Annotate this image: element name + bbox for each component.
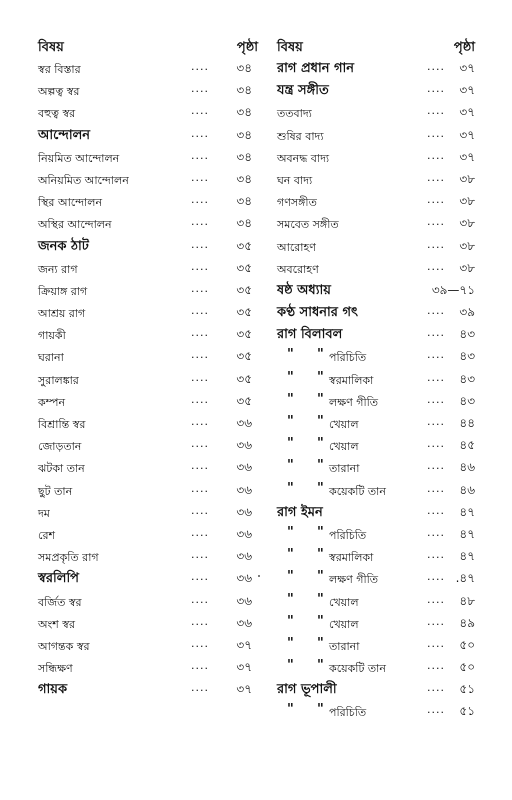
toc-entry-title: কয়েকটি তান — [329, 484, 386, 498]
toc-entry-title: স্বরমালিকা — [329, 373, 374, 387]
leader-dots: .... — [427, 259, 445, 273]
ditto-mark-left: " — [287, 635, 294, 651]
page-number: ৪৩ — [459, 393, 475, 408]
leader-dots: .... — [191, 281, 209, 295]
page-number: ৩৫ — [236, 305, 252, 320]
toc-entry-title: ততবাদ্য — [277, 107, 312, 121]
toc-entry — [277, 591, 477, 613]
toc-entry — [38, 324, 260, 346]
toc-column-right — [277, 38, 477, 724]
toc-entry — [277, 324, 477, 346]
toc-entry — [277, 701, 477, 723]
page-number: ৩৯ — [459, 305, 475, 320]
page-number: ৩৫ — [236, 260, 252, 275]
leader-dots: .... — [427, 126, 445, 140]
leader-dots: .... — [191, 614, 209, 628]
ditto-mark-right: " — [317, 480, 324, 496]
page-number: .৪৭ — [455, 571, 475, 586]
ditto-mark-right: " — [317, 635, 324, 651]
toc-entry — [277, 102, 477, 124]
leader-dots: .... — [427, 592, 445, 606]
page-number: ৩৪ — [236, 105, 252, 120]
toc-entry — [277, 280, 477, 302]
toc-entry-title: স্বর বিস্তার — [38, 63, 81, 76]
ditto-mark-right: " — [317, 591, 324, 607]
page-number: ৫১ — [459, 682, 475, 697]
toc-entry-title: অবরোহণ — [277, 262, 319, 276]
toc-entry-title: সুরালঙ্কার — [38, 373, 79, 387]
page-number: ৩৭ — [236, 660, 252, 675]
leader-dots: .... — [191, 636, 209, 650]
toc-entry-title: ষষ্ঠ অধ্যায় — [277, 282, 331, 298]
toc-entry — [277, 435, 477, 457]
toc-entry-title: রাগ ইমন — [277, 504, 323, 520]
leader-dots: .... — [427, 548, 445, 562]
leader-dots: .... — [191, 570, 209, 584]
leader-dots: .... — [427, 237, 445, 251]
leader-dots: .... — [191, 592, 209, 606]
leader-dots: .... — [191, 215, 209, 229]
ditto-mark-right: " — [317, 547, 324, 563]
leader-dots: .... — [427, 82, 445, 96]
page-number: ৩৬ — [236, 438, 252, 453]
page-number: ৫০ — [459, 660, 475, 675]
page-number: ৩৮ — [459, 194, 475, 209]
page-number: ৩৫ — [236, 393, 252, 408]
leader-dots: .... — [427, 415, 445, 428]
toc-entry-title: লক্ষণ গীতি — [329, 395, 379, 409]
page-number: ৩৪ — [236, 216, 252, 231]
leader-dots: .... — [191, 259, 209, 273]
leader-dots: .... — [191, 525, 209, 539]
leader-dots: .... — [191, 548, 209, 562]
toc-entry-title: ঝটকা তান — [38, 462, 85, 476]
leader-dots: .... — [427, 193, 445, 207]
leader-dots: .... — [427, 503, 445, 517]
toc-entry — [38, 369, 260, 391]
page-number: ৩৫ — [236, 282, 252, 297]
page-number: ৪৬ — [459, 482, 475, 497]
page-number: ৩৬ — [236, 416, 252, 430]
ditto-mark-left: " — [287, 613, 294, 629]
page-number: ৩৮ — [459, 171, 475, 186]
toc-entry — [277, 502, 477, 524]
page-heading: পৃষ্ঠা — [236, 40, 258, 55]
toc-entry-title: ঘরানা — [38, 351, 64, 365]
toc-entry-title: শুষির বাদ্য — [277, 129, 324, 143]
leader-dots: .... — [427, 170, 445, 184]
leader-dots: .... — [191, 415, 209, 428]
toc-entry — [277, 413, 477, 435]
toc-entry-title: জন্য রাগ — [38, 262, 78, 276]
toc-entry-title: বিশ্রান্তি স্বর — [38, 418, 86, 431]
page-number: ৩৪ — [236, 127, 252, 142]
page-number: ৩৪ — [236, 194, 252, 209]
print-speck — [258, 575, 260, 577]
leader-dots: .... — [191, 437, 209, 451]
toc-entry-title: লক্ষণ গীতি — [329, 573, 379, 587]
ditto-mark-left: " — [287, 414, 294, 429]
page-number: ৪৯ — [459, 615, 475, 630]
toc-entry-title: রেশ — [38, 528, 56, 542]
toc-entry — [277, 169, 477, 191]
toc-entry — [277, 679, 477, 701]
page-number: ৪৩ — [459, 327, 475, 342]
ditto-mark-left: " — [287, 658, 294, 674]
toc-entry-title: পরিচিতি — [329, 351, 367, 365]
page-number: ৩৬ — [236, 526, 252, 541]
toc-entries-right — [277, 58, 477, 724]
page-number: ৩৭ — [236, 682, 252, 697]
toc-entry — [38, 413, 260, 435]
toc-column-left — [38, 38, 260, 701]
leader-dots: .... — [191, 503, 209, 517]
toc-entry — [277, 635, 477, 657]
toc-entry — [277, 213, 477, 235]
toc-entry — [38, 657, 260, 679]
toc-entry — [38, 391, 260, 413]
toc-entry-title: আগন্তক স্বর — [38, 639, 90, 653]
ditto-mark-right: " — [317, 391, 324, 407]
page-number: ৩৬ — [236, 504, 252, 519]
toc-entry — [38, 213, 260, 235]
toc-entry-title: অংশ স্বর — [38, 617, 76, 631]
ditto-mark-left: " — [287, 702, 294, 718]
ditto-mark-right: " — [317, 458, 324, 474]
toc-entry — [38, 191, 260, 213]
ditto-mark-right: " — [317, 702, 324, 718]
toc-entry-title: নিয়মিত আন্দোলন — [38, 151, 120, 165]
toc-entry — [38, 258, 260, 280]
leader-dots: .... — [427, 60, 445, 73]
leader-dots: .... — [427, 392, 445, 406]
toc-entry — [38, 169, 260, 191]
page-number: ৪৬ — [459, 460, 475, 475]
ditto-mark-left: " — [287, 391, 294, 407]
leader-dots: .... — [427, 703, 445, 717]
toc-entry-title: যন্ত্র সঙ্গীত — [277, 83, 329, 99]
ditto-mark-right: " — [317, 524, 324, 540]
leader-dots: .... — [427, 570, 445, 584]
toc-entry — [38, 435, 260, 457]
toc-entry — [38, 635, 260, 657]
toc-entry — [38, 591, 260, 613]
leader-dots: .... — [427, 326, 445, 340]
leader-dots: .... — [191, 170, 209, 184]
toc-entry-title: গণসঙ্গীত — [277, 196, 317, 210]
toc-entry — [277, 369, 477, 391]
page-number: ৫১ — [459, 704, 475, 719]
toc-entry — [38, 679, 260, 701]
page-number: ৩৭ — [236, 637, 252, 652]
page-number: ৩৮ — [459, 260, 475, 275]
page-number: ৪৭ — [459, 526, 475, 541]
toc-header — [38, 38, 260, 58]
toc-entry-title: ক্রিয়াঙ্গ রাগ — [38, 284, 88, 298]
toc-entry-title: স্বরলিপি — [38, 571, 80, 587]
toc-entry — [277, 80, 477, 102]
toc-entry — [38, 524, 260, 546]
leader-dots: .... — [427, 437, 445, 451]
toc-entry — [38, 80, 260, 102]
toc-entry-title: অবনদ্ধ বাদ্য — [277, 151, 330, 165]
leader-dots: .... — [191, 348, 209, 362]
toc-entry-title: রাগ ভূপালী — [277, 682, 337, 698]
toc-entry-title: খেয়াল — [329, 617, 359, 631]
toc-entry — [277, 480, 477, 502]
ditto-mark-right: " — [317, 658, 324, 674]
page-number: ৩৪ — [236, 171, 252, 186]
page-number: ৩৭ — [459, 105, 475, 120]
ditto-mark-left: " — [287, 347, 294, 363]
leader-dots: .... — [427, 681, 445, 695]
leader-dots: .... — [191, 370, 209, 384]
toc-entry-title: সমপ্রকৃতি রাগ — [38, 551, 99, 565]
leader-dots: .... — [191, 104, 209, 118]
leader-dots: .... — [427, 659, 445, 673]
toc-entry — [38, 125, 260, 147]
toc-entry-title: খেয়াল — [329, 440, 359, 454]
ditto-mark-right: " — [317, 347, 324, 363]
toc-entry-title: আন্দোলন — [38, 127, 91, 143]
toc-entry — [38, 502, 260, 524]
toc-entry-title: পরিচিতি — [329, 706, 367, 720]
page-number: ৩৬ — [236, 549, 252, 564]
page-number: ৪৪ — [459, 416, 475, 430]
toc-entry — [277, 302, 477, 324]
ditto-mark-left: " — [287, 369, 294, 385]
toc-entry — [277, 457, 477, 479]
page-number: ৩৫ — [236, 349, 252, 364]
toc-entry-title: পরিচিতি — [329, 528, 367, 542]
page-number: ৩৫ — [236, 238, 252, 253]
leader-dots: .... — [191, 481, 209, 495]
leader-dots: .... — [427, 304, 445, 318]
leader-dots: .... — [427, 348, 445, 362]
ditto-mark-left: " — [287, 591, 294, 607]
leader-dots: .... — [191, 459, 209, 473]
page-number: ৩৬ — [236, 571, 252, 586]
leader-dots: .... — [427, 459, 445, 473]
toc-entry-title: খেয়াল — [329, 595, 359, 609]
toc-entry-title: কণ্ঠ সাধনার গৎ — [277, 305, 358, 321]
toc-entry-title: কয়েকটি তান — [329, 662, 386, 676]
page-number: ৪৩ — [459, 349, 475, 364]
toc-entries-left — [38, 58, 260, 701]
page-number: ৩৭ — [459, 83, 475, 98]
toc-entry-title: বহুত্ব স্বর — [38, 107, 76, 121]
toc-header — [277, 38, 477, 58]
page-number: ৩৪ — [236, 83, 252, 98]
toc-entry-title: রাগ প্রধান গান — [277, 61, 355, 76]
toc-entry-title: তারানা — [329, 462, 360, 476]
toc-entry-title: অনিয়মিত আন্দোলন — [38, 173, 129, 187]
toc-entry — [38, 236, 260, 258]
toc-entry-title: স্বরমালিকা — [329, 551, 374, 565]
toc-entry-title: বর্জিত স্বর — [38, 595, 82, 609]
leader-dots: .... — [427, 525, 445, 539]
toc-entry — [38, 568, 260, 590]
leader-dots: .... — [427, 370, 445, 384]
ditto-mark-left: " — [287, 458, 294, 474]
subject-heading: বিষয় — [38, 40, 64, 55]
toc-entry — [277, 147, 477, 169]
toc-entry-title: গায়কী — [38, 329, 66, 343]
ditto-mark-left: " — [287, 480, 294, 496]
leader-dots: .... — [191, 193, 209, 207]
toc-entry-title: খেয়াল — [329, 418, 359, 431]
toc-entry-title: জোড়তান — [38, 440, 82, 454]
leader-dots: .... — [191, 126, 209, 140]
leader-dots: .... — [191, 148, 209, 162]
toc-entry-title: আরোহণ — [277, 240, 316, 254]
ditto-mark-right: " — [317, 414, 324, 429]
toc-entry — [277, 236, 477, 258]
toc-entry — [38, 102, 260, 124]
page-number: ৩৭ — [459, 127, 475, 142]
toc-entry — [277, 258, 477, 280]
toc-entry-title: স্থির আন্দোলন — [38, 196, 103, 210]
page-number: ৪৭ — [459, 504, 475, 519]
toc-entry-title: দম — [38, 506, 50, 520]
page-number: ৩৭ — [459, 149, 475, 164]
leader-dots: .... — [427, 614, 445, 628]
leader-dots: .... — [191, 60, 209, 73]
leader-dots: .... — [191, 304, 209, 318]
page-number: ৪৫ — [459, 438, 475, 453]
leader-dots: .... — [191, 237, 209, 251]
toc-entry — [277, 524, 477, 546]
toc-entry-title: তারানা — [329, 639, 360, 653]
toc-entry — [277, 58, 477, 80]
toc-entry — [38, 280, 260, 302]
page-number: ৩৬ — [236, 615, 252, 630]
page-number: ৩৬ — [236, 593, 252, 608]
ditto-mark-right: " — [317, 613, 324, 629]
page-number: ৩৮ — [459, 216, 475, 231]
ditto-mark-right: " — [317, 569, 324, 585]
toc-entry-title: অস্থির আন্দোলন — [38, 218, 112, 232]
leader-dots: .... — [427, 636, 445, 650]
leader-dots: .... — [427, 215, 445, 229]
toc-entry-title: জনক ঠাট — [38, 238, 89, 254]
page-number: ৪৮ — [459, 593, 475, 608]
toc-entry — [38, 58, 260, 80]
page-number: ৫০ — [459, 637, 475, 652]
toc-entry-title: অল্পত্ব স্বর — [38, 85, 80, 99]
page-number: ৪৭ — [459, 549, 475, 564]
toc-entry-title: ছুট তান — [38, 484, 73, 498]
leader-dots: .... — [427, 104, 445, 118]
page-number: ৩৪ — [236, 149, 252, 164]
ditto-mark-left: " — [287, 547, 294, 563]
leader-dots: .... — [191, 82, 209, 96]
page-number: ৩৫ — [236, 327, 252, 342]
toc-entry — [38, 613, 260, 635]
page-number: ৩৬ — [236, 482, 252, 497]
subject-heading: বিষয় — [277, 40, 303, 55]
toc-entry-title: রাগ বিলাবল — [277, 327, 343, 343]
page-number: ৪৩ — [459, 371, 475, 386]
ditto-mark-right: " — [317, 369, 324, 385]
toc-entry-title: আশ্রয় রাগ — [38, 307, 86, 321]
toc-entry — [277, 613, 477, 635]
toc-entry — [38, 147, 260, 169]
leader-dots: .... — [191, 659, 209, 673]
page-number: ৩৮ — [459, 238, 475, 253]
toc-entry — [277, 657, 477, 679]
ditto-mark-left: " — [287, 569, 294, 585]
toc-entry — [277, 191, 477, 213]
toc-entry — [277, 391, 477, 413]
toc-entry — [277, 125, 477, 147]
toc-entry-title: ঘন বাদ্য — [277, 173, 313, 187]
page-number: ৩৯—৭১ — [431, 282, 475, 297]
ditto-mark-left: " — [287, 524, 294, 540]
leader-dots: .... — [427, 481, 445, 495]
toc-entry — [277, 346, 477, 368]
leader-dots: .... — [191, 326, 209, 340]
toc-entry — [38, 346, 260, 368]
ditto-mark-left: " — [287, 436, 294, 452]
toc-entry — [38, 480, 260, 502]
toc-entry — [38, 546, 260, 568]
leader-dots: .... — [191, 681, 209, 695]
toc-entry-title: গায়ক — [38, 682, 68, 698]
ditto-mark-right: " — [317, 436, 324, 452]
toc-entry-title: সন্ধিক্ষণ — [38, 662, 73, 676]
toc-entry-title: কম্পন — [38, 395, 66, 409]
page-number: ৩৫ — [236, 371, 252, 386]
toc-entry — [38, 302, 260, 324]
leader-dots: .... — [427, 148, 445, 162]
page-number: ৩৬ — [236, 460, 252, 475]
toc-entry — [277, 546, 477, 568]
page-heading: পৃষ্ঠা — [453, 40, 475, 55]
page-number: ৩৪ — [236, 61, 252, 75]
toc-entry — [277, 568, 477, 590]
page-number: ৩৭ — [459, 61, 475, 75]
toc-entry — [38, 457, 260, 479]
leader-dots: .... — [191, 392, 209, 406]
toc-entry-title: সমবেত সঙ্গীত — [277, 218, 339, 232]
